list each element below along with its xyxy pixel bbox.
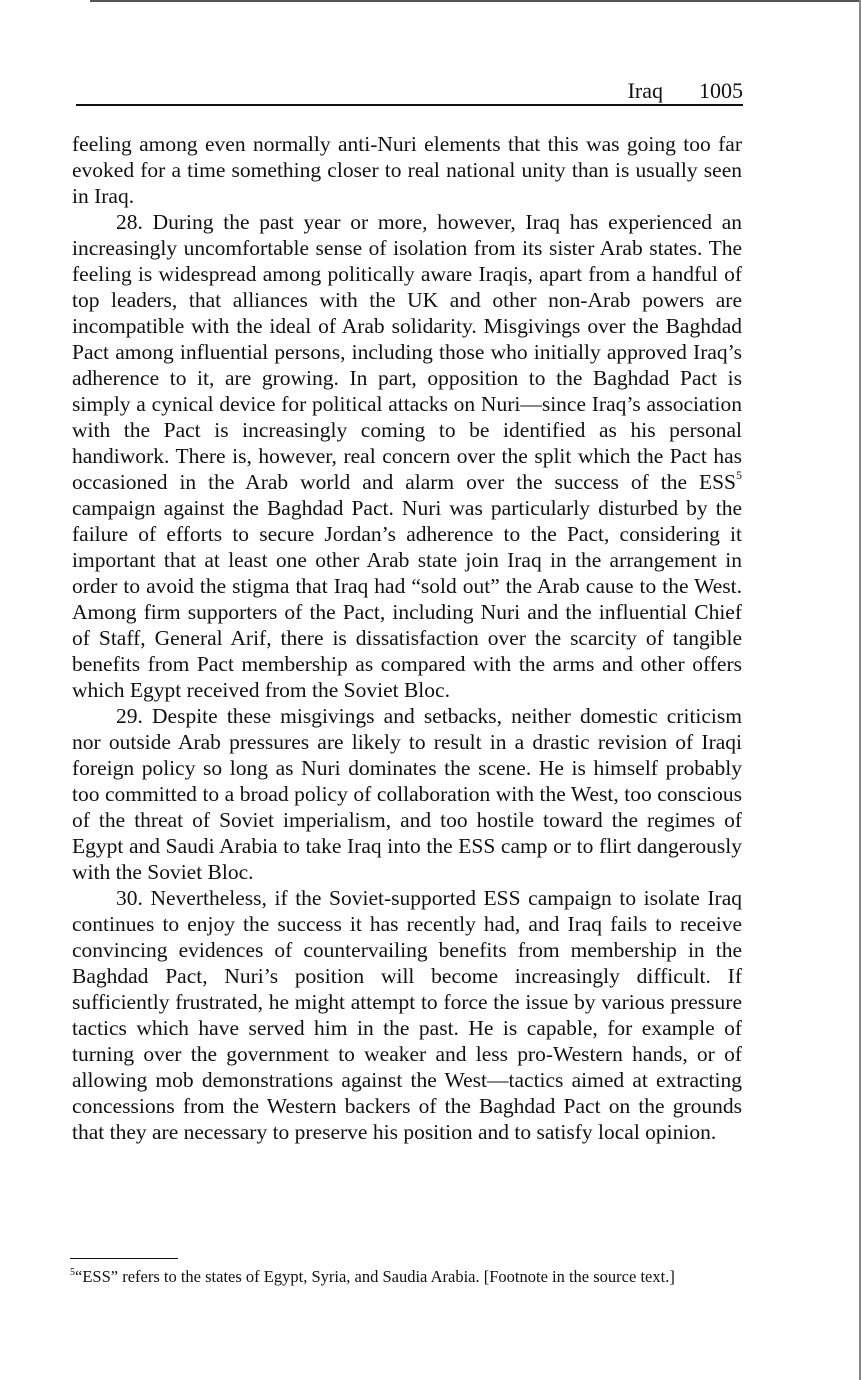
footnote-reference: 5 xyxy=(736,467,742,482)
footnote xyxy=(70,1266,738,1287)
paragraph-29: 29. Despite these misgivings and setbacks, neither domestic criticism nor outside Arab pressures are likely to result in a drastic revision of Iraqi foreign policy so long as Nuri dominates the scene. He is himself probably too committed to a broad policy of collaboration with the West, too conscious of the threat of Soviet imperialism, and too hostile toward the regimes of Egypt and Saudi Arabia to take Iraq into the ESS camp or to flirt dangerously with the Soviet Bloc. xyxy=(72,704,742,884)
footnote-text: “ESS” refers to the states of Egypt, Syria, and Saudia Arabia. [Footnote in the source text.] xyxy=(75,1267,675,1286)
paragraph-28 xyxy=(72,209,742,703)
main-text xyxy=(72,131,742,1145)
page-number: 1005 xyxy=(699,78,743,103)
paragraph-30: 30. Nevertheless, if the Soviet-supported ESS campaign to isolate Iraq continues to enjoy the success it has recently had, and Iraq fails to receive convincing evidences of countervailing benefits from membership in the Baghdad Pact, Nuri’s position will become increasingly difficult. If sufficiently frustrated, he might attempt to force the issue by various pressure tactics which have served him in the past. He is capable, for example of turning over the government to weaker and less pro-Western hands, or of allowing mob demonstrations against the West—tactics aimed at extracting concessions from the Western backers of the Baghdad Pact on the grounds that they are necessary to preserve his position and to satisfy local opinion. xyxy=(72,886,742,1144)
footnote-marker: 5 xyxy=(70,1266,75,1278)
header-rule xyxy=(76,104,743,106)
running-head-title: Iraq xyxy=(627,78,663,103)
paragraph-28-part2: campaign against the Baghdad Pact. Nuri was particularly disturbed by the failure of efforts to secure Jordan’s adherence to the Pact, considering it important that at least one other Arab state join Iraq in the arrangement in order to avoid the stigma that Iraq had “sold out” the Arab cause to the West. Among firm supporters of the Pact, including Nuri and the influential Chief of Staff, General Arif, there is dissatisfaction over the scarcity of tangible benefits from Pact membership as compared with the arms and other offers which Egypt received from the Soviet Bloc. xyxy=(72,496,742,702)
running-head xyxy=(76,78,743,104)
scan-edge-top xyxy=(90,0,861,2)
paragraph-28-part1: 28. During the past year or more, however, Iraq has experienced an increasingly uncomfortable sense of isolation from its sister Arab states. The feeling is widespread among politically aware Iraqis, apart from a handful of top leaders, that alliances with the UK and other non-Arab powers are incompatible with the ideal of Arab solidarity. Misgivings over the Baghdad Pact among influential persons, including those who initially approved Iraq’s adherence to it, are growing. In part, opposition to the Baghdad Pact is simply a cynical device for political attacks on Nuri—since Iraq’s association with the Pact is increasingly coming to be identified as his personal handiwork. There is, however, real concern over the split which the Pact has occasioned in the Arab world and alarm over the success of the ESS xyxy=(72,210,742,494)
footnote-rule xyxy=(70,1258,178,1259)
continuation-paragraph: feeling among even normally anti-Nuri elements that this was going too far evoked for a time something closer to real national unity than is usually seen in Iraq. xyxy=(72,132,742,208)
